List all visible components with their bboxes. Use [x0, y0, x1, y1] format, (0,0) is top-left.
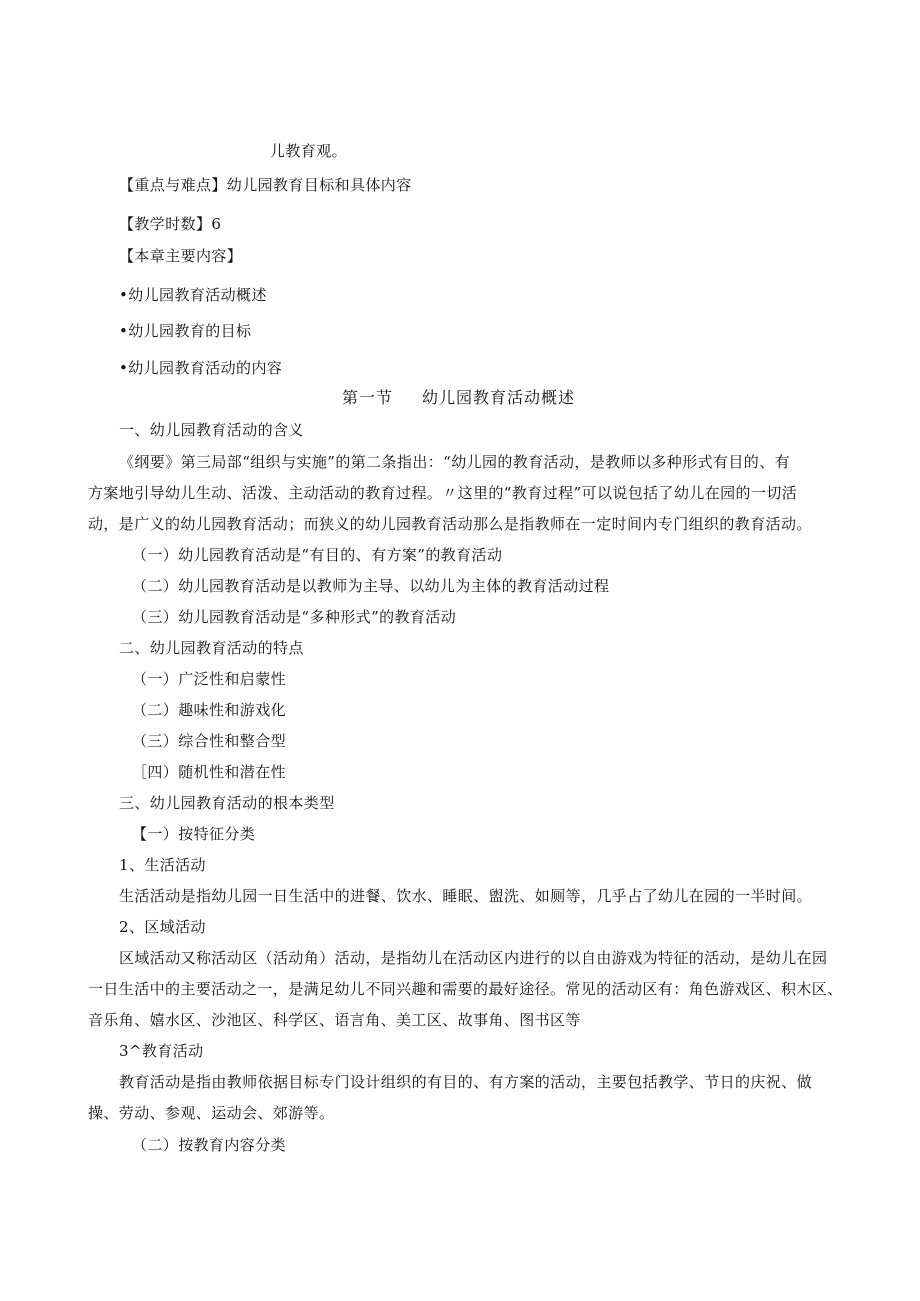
sub-item: （一）广泛性和启蒙性: [132, 670, 287, 688]
key-points-line: 【重点与难点】幼儿园教育目标和具体内容: [119, 176, 412, 194]
teaching-hours-line: 【教学时数】6: [119, 215, 222, 233]
paragraph-line: 《纲要》第三局部“组织与实施”的第二条指出：“幼儿园的教育活动，是教师以多种形式有目的、有: [119, 453, 791, 471]
sub-item: （一）幼儿园教育活动是“有目的、有方案”的教育活动: [132, 546, 503, 564]
bullet-item: •幼儿园教育活动的内容: [119, 359, 283, 377]
heading-3: 三、幼儿园教育活动的根本类型: [119, 794, 335, 812]
sub-item: （三）综合性和整合型: [132, 732, 287, 750]
numbered-item: 3^教育活动: [119, 1042, 204, 1060]
sub-item: ［四）随机性和潜在性: [132, 763, 287, 781]
section-number: 第一节: [342, 388, 394, 407]
chapter-contents-heading: 【本章主要内容】: [119, 247, 243, 265]
text-line: 儿教育观。: [270, 142, 348, 160]
paragraph-line: 一日生活中的主要活动之一，是满足幼儿不同兴趣和需要的最好途径。常见的活动区有：角色游戏区、积木区、: [88, 980, 843, 998]
section-title: 幼儿园教育活动概述: [422, 388, 576, 407]
paragraph-line: 操、劳动、参观、运动会、郊游等。: [88, 1104, 335, 1122]
numbered-item: 1、生活活动: [119, 856, 206, 874]
paragraph-line: 生活活动是指幼儿园一日生活中的进餐、饮水、睡眠、盥洗、如厕等，几乎占了幼儿在园的一半时间。: [119, 887, 813, 905]
sub-item: （二）幼儿园教育活动是以教师为主导、以幼儿为主体的教育活动过程: [132, 577, 610, 595]
heading-1: 一、幼儿园教育活动的含义: [119, 421, 304, 439]
paragraph-line: 教育活动是指由教师依据目标专门设计组织的有目的、有方案的活动，主要包括教学、节日的庆祝、做: [119, 1073, 813, 1091]
paragraph-line: 动，是广义的幼儿园教育活动；而狭义的幼儿园教育活动那么是指教师在一定时间内专门组织的教育活动。: [88, 515, 812, 533]
bullet-item: •幼儿园教育活动概述: [119, 286, 267, 304]
sub-heading: （二）按教育内容分类: [132, 1136, 287, 1154]
paragraph-line: 区域活动又称活动区（活动角）活动，是指幼儿在活动区内进行的以自由游戏为特征的活动，是幼儿在园: [119, 949, 828, 967]
paragraph-line: 音乐角、嬉水区、沙池区、科学区、语言角、美工区、故事角、图书区等: [88, 1011, 581, 1029]
numbered-item: 2、区域活动: [119, 918, 206, 936]
heading-2: 二、幼儿园教育活动的特点: [119, 639, 304, 657]
sub-item: （二）趣味性和游戏化: [132, 701, 287, 719]
paragraph-line: 方案地引导幼儿生动、活泼、主动活动的教育过程。〃这里的“教育过程”可以说包括了幼儿在园的一切活: [88, 484, 798, 502]
sub-heading: 【一）按特征分类: [132, 825, 256, 843]
bullet-item: •幼儿园教育的目标: [119, 322, 252, 340]
sub-item: （三）幼儿园教育活动是“多种形式”的教育活动: [132, 608, 457, 626]
